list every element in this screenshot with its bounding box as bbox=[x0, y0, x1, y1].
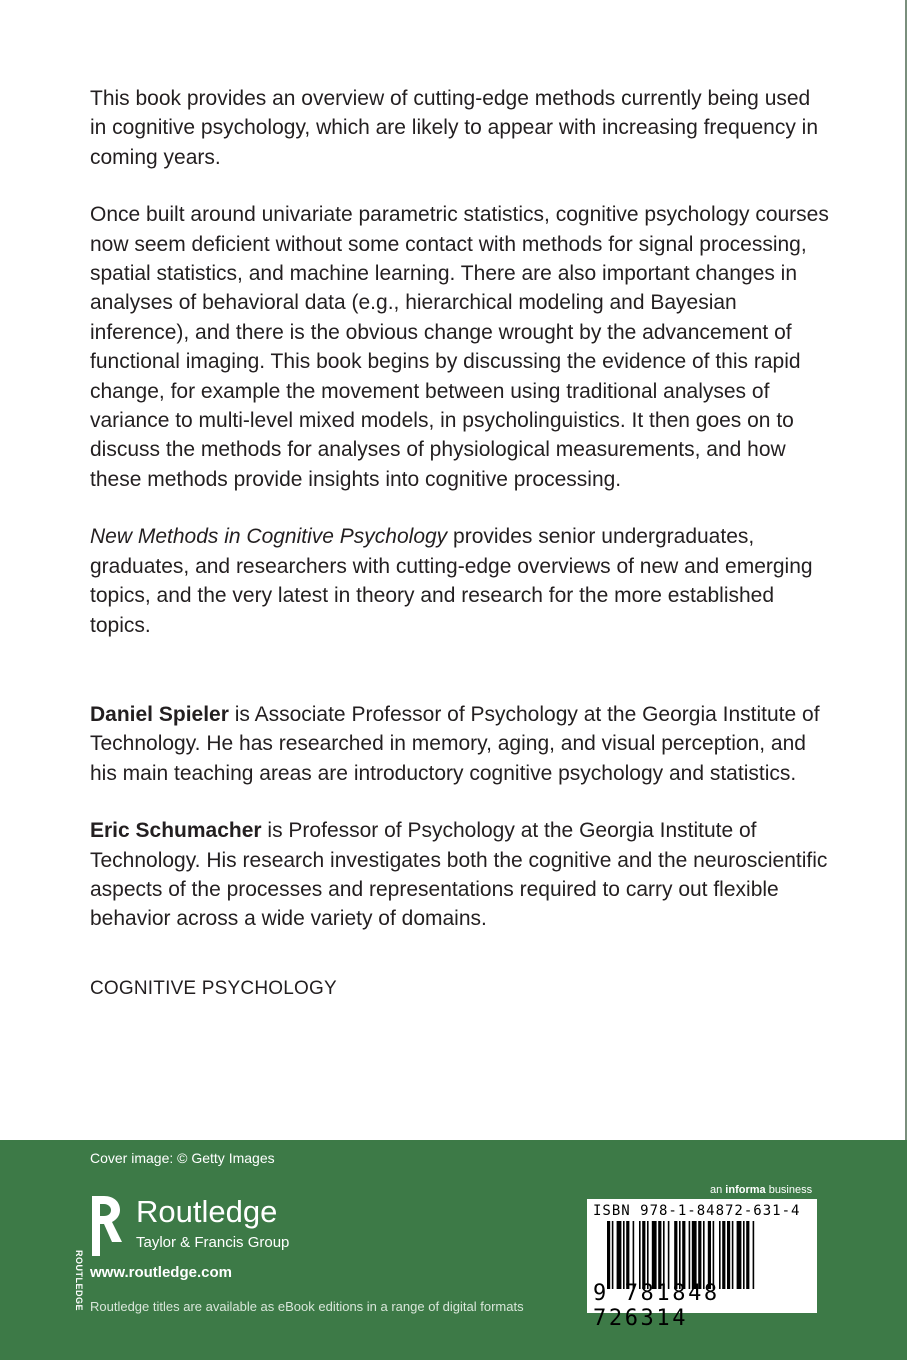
ebook-note: Routledge titles are available as eBook editions in a range of digital formats bbox=[90, 1299, 524, 1314]
informa-tagline bbox=[710, 1184, 812, 1196]
barcode-bar bbox=[612, 1221, 614, 1289]
isbn-text: ISBN 978-1-84872-631-4 bbox=[593, 1203, 801, 1219]
barcode-bar bbox=[647, 1221, 649, 1289]
blurb-paragraph-3-text: provides senior undergraduates, graduates, and researchers with cutting-edge overviews of new and emerging topics, and the very latest in theory and research for the more established topics. bbox=[90, 525, 813, 637]
barcode-bar bbox=[623, 1221, 625, 1289]
isbn-barcode bbox=[587, 1199, 817, 1331]
publisher-website[interactable]: www.routledge.com bbox=[90, 1264, 232, 1281]
barcode-bar bbox=[746, 1221, 749, 1289]
author-name: Eric Schumacher bbox=[90, 819, 262, 843]
barcode-bar bbox=[732, 1221, 734, 1289]
barcode-bar bbox=[703, 1221, 705, 1289]
barcode-bar bbox=[743, 1221, 745, 1289]
barcode-bar bbox=[689, 1221, 691, 1289]
barcode-bar bbox=[713, 1221, 715, 1289]
barcode-bars bbox=[607, 1221, 807, 1289]
barcode-bar bbox=[753, 1221, 755, 1289]
barcode-bar bbox=[737, 1221, 742, 1289]
book-title: New Methods in Cognitive Psychology bbox=[90, 525, 448, 549]
barcode-bar bbox=[652, 1221, 657, 1289]
barcode-bar bbox=[674, 1221, 677, 1289]
barcode-bar bbox=[617, 1221, 622, 1289]
barcode-bar bbox=[663, 1221, 665, 1289]
barcode-bar bbox=[633, 1221, 635, 1289]
author-bio-1 bbox=[90, 700, 830, 788]
informa-suffix: business bbox=[765, 1184, 813, 1196]
publisher-group: Taylor & Francis Group bbox=[136, 1234, 290, 1251]
blurb-paragraph-2: Once built around univariate parametric statistics, cognitive psychology courses now seem deficient without some contact with methods for signal processing, spatial statistics, and machine learning. There are also important changes in analyses of behavioral data (e.g., hierarchical modeling and Bayesian inference), and there is the obvious change wrought by the advancement of functional imaging. This book begins by discussing the evidence of this rapid change, for example the movement between using traditional analyses of variance to multi-level mixed models, in psycholinguistics. It then goes on to discuss the methods for analyses of physiological measurements, and how these methods provide insights into cognitive processing. bbox=[90, 203, 829, 491]
author-bio-text: is Associate Professor of Psychology at the Georgia Institute of Technology. He has researched in memory, aging, and visual perception, and his main teaching areas are introductory cognitive psychology and statistics. bbox=[90, 702, 820, 785]
barcode-bar bbox=[722, 1221, 725, 1289]
barcode-bar bbox=[668, 1221, 670, 1289]
blurb-paragraph-3 bbox=[90, 522, 830, 640]
subject-category: COGNITIVE PSYCHOLOGY bbox=[90, 977, 337, 999]
barcode-bar bbox=[698, 1221, 701, 1289]
author-bio-text: is Professor of Psychology at the Georgia Institute of Technology. His research investigates both the cognitive and the neuroscientific aspects of the processes and representations required to carry out flexible behavior across a wide variety of domains. bbox=[90, 819, 828, 931]
publisher-footer bbox=[0, 1140, 907, 1360]
barcode-bar bbox=[719, 1221, 721, 1289]
barcode-bar bbox=[727, 1221, 730, 1289]
barcode-bar bbox=[626, 1221, 629, 1289]
back-cover-text bbox=[90, 84, 830, 1000]
barcode-digits: 9 781848 726314 bbox=[593, 1281, 720, 1331]
barcode-bar bbox=[708, 1221, 711, 1289]
informa-prefix: an bbox=[710, 1184, 726, 1196]
blurb-paragraph-1: This book provides an overview of cutting-edge methods currently being used in cognitive psychology, which are likely to appear with increasing frequency in coming years. bbox=[90, 87, 818, 169]
barcode-bar bbox=[639, 1221, 641, 1289]
author-bio-2 bbox=[90, 816, 830, 934]
barcode-bar bbox=[658, 1221, 661, 1289]
routledge-profile-icon bbox=[90, 1196, 130, 1256]
barcode-bar bbox=[607, 1221, 610, 1289]
barcode-bar bbox=[682, 1221, 685, 1289]
publisher-name: Routledge bbox=[136, 1194, 278, 1229]
author-name: Daniel Spieler bbox=[90, 702, 229, 726]
barcode-bar bbox=[679, 1221, 681, 1289]
informa-brand: informa bbox=[725, 1184, 766, 1196]
barcode-bar bbox=[692, 1221, 697, 1289]
cover-credit: Cover image: © Getty Images bbox=[90, 1150, 275, 1166]
barcode-bar bbox=[642, 1221, 645, 1289]
logo-vertical-text: ROUTLEDGE bbox=[74, 1250, 84, 1312]
